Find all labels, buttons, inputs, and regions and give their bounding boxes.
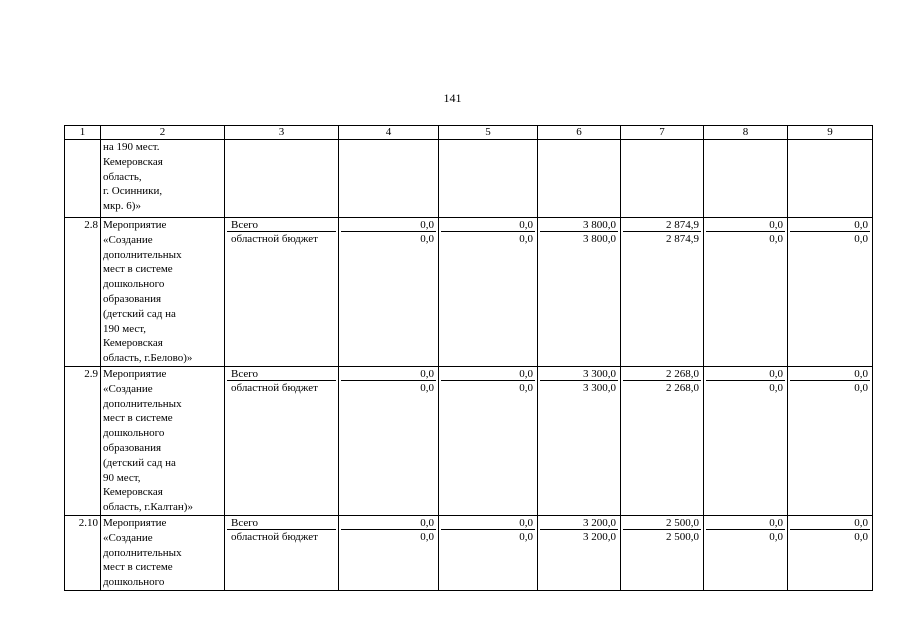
table-header-row [65,126,873,140]
description-line: (детский сад на [103,456,176,469]
index-cell: 2.10 [65,516,101,591]
description-line: мест в системе [103,412,173,425]
value-cell [339,367,439,516]
description-line: мест в системе [103,561,173,574]
description-cell [101,516,225,591]
column-header: 6 [538,126,621,140]
value-cell [538,516,621,591]
source-cell [225,218,339,367]
column-header: 2 [101,126,225,140]
value-cell [621,516,704,591]
description-line: 90 мест, [103,471,141,484]
table-row-continuation [65,140,873,218]
description-line: образования [103,292,162,305]
value-regional: 0,0 [854,233,868,245]
description-line: «Создание [103,531,153,544]
column-header: 4 [339,126,439,140]
description-line: «Создание [103,233,153,246]
description-line: «Создание [103,382,153,395]
value-regional: 0,0 [854,531,868,543]
value-cell [538,367,621,516]
value-total: 3 300,0 [540,367,618,381]
value-total: 2 500,0 [623,516,701,530]
description-line: дошкольного [103,427,165,440]
value-total: 0,0 [441,516,535,530]
value-total: 0,0 [790,516,870,530]
description-line: Мероприятие [103,219,167,231]
value-regional: 0,0 [420,382,434,394]
value-cell [339,516,439,591]
value-total: 0,0 [790,367,870,381]
value-cell [704,516,788,591]
index-cell [65,140,101,218]
value-cell [621,140,704,218]
value-cell [439,367,538,516]
page-number: 141 [443,91,462,105]
description-line: Кемеровская [103,155,163,168]
value-total: 3 200,0 [540,516,618,530]
value-regional: 0,0 [420,531,434,543]
description-line: дошкольного [103,576,165,589]
value-regional: 0,0 [519,382,533,394]
value-cell [704,140,788,218]
index-cell: 2.8 [65,218,101,367]
source-cell [225,140,339,218]
value-regional: 2 268,0 [666,382,699,394]
description-cell [101,367,225,516]
table-row [65,218,873,367]
description-line: г. Осинники, [103,185,163,198]
value-total: 0,0 [790,218,870,232]
description-line: дошкольного [103,278,165,291]
index-cell: 2.9 [65,367,101,516]
description-cell [101,140,225,218]
description-line: дополнительных [103,248,182,261]
source-regional: областной бюджет [231,233,318,245]
column-header: 1 [65,126,101,140]
value-total: 2 268,0 [623,367,701,381]
column-header: 5 [439,126,538,140]
value-cell [704,218,788,367]
value-total: 0,0 [441,218,535,232]
value-cell [339,140,439,218]
value-total: 0,0 [706,367,785,381]
value-regional: 0,0 [519,531,533,543]
description-line: Мероприятие [103,517,167,529]
value-cell [788,516,873,591]
description-line: 190 мест, [103,322,146,335]
value-cell [788,140,873,218]
value-total: 3 800,0 [540,218,618,232]
value-total: 0,0 [441,367,535,381]
value-regional: 3 800,0 [583,233,616,245]
budget-table [64,125,873,591]
source-total: Всего [227,367,336,381]
value-cell [439,516,538,591]
description-line: область, [103,170,142,183]
value-cell [538,218,621,367]
description-line: на 190 мест. [103,141,160,153]
description-line: Мероприятие [103,368,167,380]
description-line: дополнительных [103,546,182,559]
value-cell [704,367,788,516]
value-cell [439,218,538,367]
value-cell [788,218,873,367]
value-total: 0,0 [341,516,436,530]
table-row [65,516,873,591]
value-cell [439,140,538,218]
value-cell [538,140,621,218]
value-regional: 0,0 [420,233,434,245]
value-regional: 3 300,0 [583,382,616,394]
value-cell [339,218,439,367]
source-regional: областной бюджет [231,531,318,543]
description-line: (детский сад на [103,307,176,320]
value-cell [621,218,704,367]
column-header: 8 [704,126,788,140]
description-line: образования [103,441,162,454]
description-line: Кемеровская [103,337,163,350]
value-regional: 0,0 [769,531,783,543]
source-cell [225,367,339,516]
description-line: мкр. 6)» [103,200,141,213]
value-total: 0,0 [706,218,785,232]
description-line: область, г.Белово)» [103,352,193,365]
source-regional: областной бюджет [231,382,318,394]
value-regional: 0,0 [769,233,783,245]
description-line: мест в системе [103,263,173,276]
table-row [65,367,873,516]
value-total: 0,0 [341,367,436,381]
value-regional: 0,0 [854,382,868,394]
value-total: 0,0 [706,516,785,530]
value-regional: 2 874,9 [666,233,699,245]
source-total: Всего [227,516,336,530]
source-total: Всего [227,218,336,232]
column-header: 7 [621,126,704,140]
source-cell [225,516,339,591]
value-regional: 2 500,0 [666,531,699,543]
value-regional: 3 200,0 [583,531,616,543]
column-header: 9 [788,126,873,140]
description-cell [101,218,225,367]
column-header: 3 [225,126,339,140]
value-cell [788,367,873,516]
description-line: Кемеровская [103,486,163,499]
value-total: 0,0 [341,218,436,232]
value-cell [621,367,704,516]
description-line: область, г.Калтан)» [103,501,193,514]
value-regional: 0,0 [769,382,783,394]
description-line: дополнительных [103,397,182,410]
value-regional: 0,0 [519,233,533,245]
value-total: 2 874,9 [623,218,701,232]
